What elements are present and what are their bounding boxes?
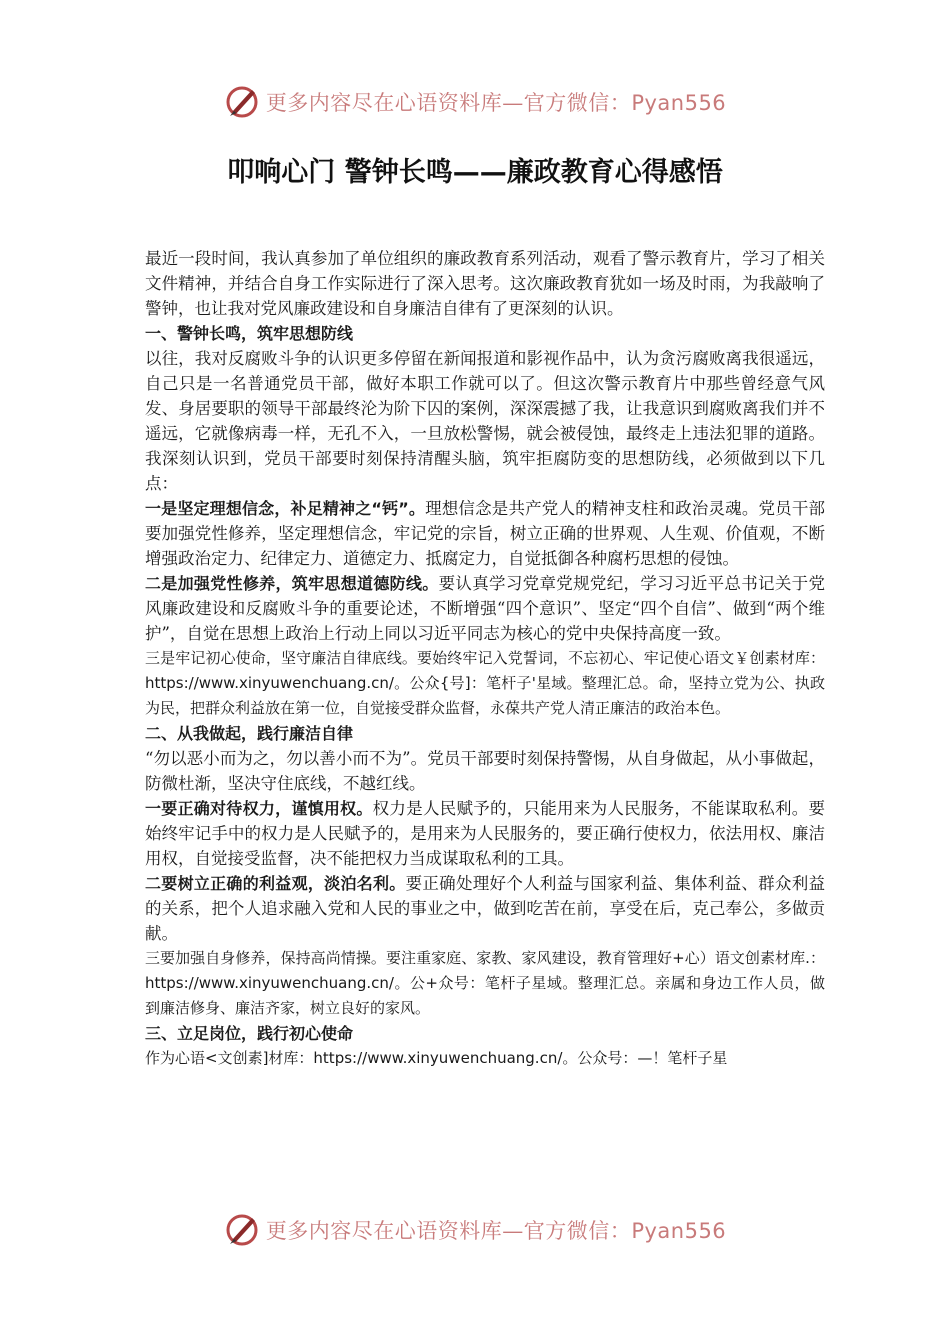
paragraph-lead: 二要树立正确的利益观，淡泊名利。 — [145, 874, 406, 893]
paragraph-text: 以往，我对反腐败斗争的认识更多停留在新闻报道和影视作品中，认为贪污腐败离我很遥远，自己只是一名普通党员干部，做好本职工作就可以了。但这次警示教育片中那些曾经意气风发、身居要职的领导干部最终沦为阶下囚的案例，深深震撼了我，让我意识到腐败离我们并不遥远，它就像病毒一样，无孔不入，一旦放松警惕，就会被侵蚀，最终走上违法犯罪的道路。我深刻认识到，党员干部要时刻保持清醒头脑，筑牢拒腐防变的思想防线，必须做到以下几点： — [145, 349, 825, 493]
paragraph — [145, 796, 825, 871]
brush-logo-icon — [224, 84, 260, 120]
paragraph-lead: 一要正确对待权力，谨慎用权。 — [145, 799, 373, 818]
section-heading: 二、从我做起，践行廉洁自律 — [145, 724, 354, 743]
paragraph-text: 最近一段时间，我认真参加了单位组织的廉政教育系列活动，观看了警示教育片，学习了相关文件精神，并结合自身工作实际进行了深入思考。这次廉政教育犹如一场及时雨，为我敲响了警钟，也让我对党风廉政建设和自身廉洁自律有了更深刻的认识。 — [145, 249, 825, 318]
paragraph-text: 权力是人民赋予的，只能用来为人民服务，不能谋取私利。要始终牢记手中的权力是人民赋予的，是用来为人民服务的，要正确行使权力，依法用权、廉洁用权，自觉接受监督，决不能把权力当成谋取私利的工具。 — [145, 799, 825, 868]
banner-text: 更多内容尽在心语资料库—官方微信：Pyan556 — [265, 1219, 727, 1243]
paragraph: 三是牢记初心使命，坚守廉洁自律底线。要始终牢记入党誓词，不忘初心、牢记使心语文￥创素材库：https://www.xinyuwenchuang.cn/。公众{号]：笔杆子'星域。整理汇总。命，坚持立党为公、执政为民，把群众利益放在第一位，自觉接受群众监督，永葆共产党人清正廉洁的政治本色。 — [145, 649, 825, 717]
paragraph — [145, 746, 825, 796]
watermark-banner-top — [0, 82, 950, 122]
document-title: 叩响心门 警钟长鸣——廉政教育心得感悟 — [227, 157, 723, 188]
paragraph-lead: 二是加强党性修养，筑牢思想道德防线。 — [145, 574, 439, 593]
section-heading: 三、立足岗位，践行初心使命 — [145, 1024, 354, 1043]
paragraph-text: “勿以恶小而为之，勿以善小而不为”。党员干部要时刻保持警惕，从自身做起，从小事做起，防微杜渐，坚决守住底线，不越红线。 — [145, 749, 825, 793]
paragraph — [145, 346, 825, 496]
paragraph: 作为心语<文创素]材库：https://www.xinyuwenchuang.cn/。公众号：—！笔杆子星 — [145, 1049, 728, 1067]
paragraph-text: 要认真学习党章党规党纪，学习习近平总书记关于党风廉政建设和反腐败斗争的重要论述，不断增强“四个意识”、坚定“四个自信”、做到“两个维护”，自觉在思想上政治上行动上同以习近平同志为核心的党中央保持高度一致。 — [145, 574, 825, 643]
section-heading: 一、警钟长鸣，筑牢思想防线 — [145, 324, 354, 343]
paragraph-lead: 一是坚定理想信念，补足精神之“钙”。 — [145, 499, 426, 518]
paragraph — [145, 571, 825, 646]
paragraph-text: 理想信念是共产党人的精神支柱和政治灵魂。党员干部要加强党性修养，坚定理想信念，牢记党的宗旨，树立正确的世界观、人生观、价值观，不断增强政治定力、纪律定力、道德定力、抵腐定力，自觉抵御各种腐朽思想的侵蚀。 — [145, 499, 825, 568]
paragraph — [145, 246, 825, 321]
document-body — [145, 246, 825, 1071]
paragraph: 三要加强自身修养，保持高尚情操。要注重家庭、家教、家风建设，教育管理好+心）语文创素材库.：https://www.xinyuwenchuang.cn/。公+众号：笔杆子星域。整理汇总。亲属和身边工作人员，做到廉洁修身、廉洁齐家，树立良好的家风。 — [145, 949, 825, 1017]
banner-text: 更多内容尽在心语资料库—官方微信：Pyan556 — [265, 91, 727, 115]
paragraph-text: 要正确处理好个人利益与国家利益、集体利益、群众利益的关系，把个人追求融入党和人民的事业之中，做到吃苦在前，享受在后，克己奉公，多做贡献。 — [145, 874, 825, 943]
paragraph — [145, 871, 825, 946]
brush-logo-icon — [224, 1212, 260, 1248]
paragraph — [145, 496, 825, 571]
watermark-banner-bottom — [0, 1210, 950, 1250]
